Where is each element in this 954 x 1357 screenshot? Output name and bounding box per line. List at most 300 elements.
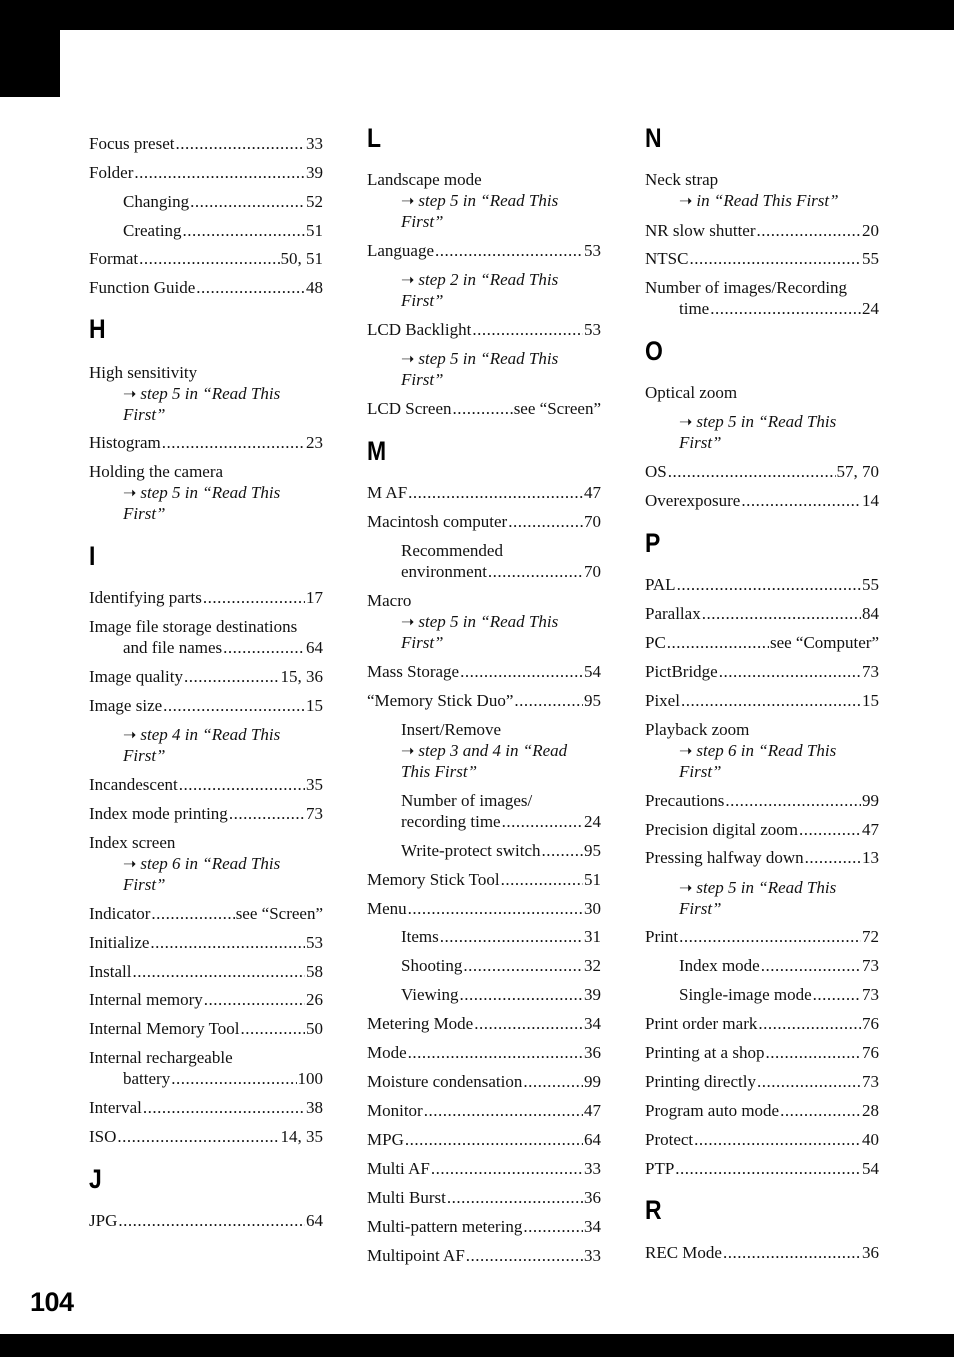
page-reference: 39 bbox=[306, 163, 323, 182]
leader-dots bbox=[408, 482, 583, 503]
index-entry bbox=[367, 398, 601, 419]
cross-reference-text: First” bbox=[401, 633, 444, 652]
leader-dots bbox=[405, 1129, 583, 1150]
cross-reference-text: First” bbox=[679, 433, 722, 452]
section-letter-m: M bbox=[367, 436, 387, 466]
index-term-row bbox=[645, 926, 879, 947]
page-reference: 15 bbox=[306, 696, 323, 715]
index-entry bbox=[89, 932, 323, 953]
page-reference: 72 bbox=[862, 927, 879, 946]
page-reference: 36 bbox=[862, 1243, 879, 1262]
page-reference: 33 bbox=[584, 1246, 601, 1265]
index-term: recording time bbox=[401, 812, 501, 831]
index-entry bbox=[89, 133, 323, 154]
index-term-row bbox=[89, 932, 323, 953]
page-reference: see “Screen” bbox=[235, 904, 323, 923]
cross-reference bbox=[679, 877, 879, 898]
page-reference: 95 bbox=[584, 841, 601, 860]
page-reference: see “Screen” bbox=[513, 399, 601, 418]
index-term-row bbox=[89, 1097, 323, 1118]
index-entry bbox=[645, 277, 879, 319]
index-term-row bbox=[645, 1129, 879, 1150]
index-term: Items bbox=[401, 927, 439, 946]
leader-dots bbox=[408, 1042, 583, 1063]
leader-dots bbox=[440, 926, 583, 947]
index-term: Focus preset bbox=[89, 134, 175, 153]
index-entry bbox=[367, 169, 601, 232]
index-term: Print bbox=[645, 927, 679, 946]
page-reference: 73 bbox=[862, 956, 879, 975]
index-entry bbox=[89, 1097, 323, 1118]
page-reference: 73 bbox=[862, 662, 879, 681]
index-term-row bbox=[89, 133, 323, 154]
cross-reference-text: First” bbox=[401, 370, 444, 389]
index-term: Macro bbox=[367, 591, 412, 610]
cross-reference-text: step 5 in “Read This bbox=[696, 878, 837, 897]
index-entry bbox=[367, 869, 601, 890]
leader-dots bbox=[134, 162, 305, 183]
index-entry bbox=[89, 666, 323, 687]
index-term: Insert/Remove bbox=[401, 720, 502, 739]
leader-dots bbox=[190, 191, 305, 212]
index-term: JPG bbox=[89, 1211, 118, 1230]
leader-dots bbox=[813, 984, 861, 1005]
index-entry bbox=[645, 1071, 879, 1092]
index-term-row bbox=[367, 661, 601, 682]
index-term: Monitor bbox=[367, 1101, 423, 1120]
leader-dots bbox=[542, 840, 583, 861]
cross-reference-text: step 5 in “Read This bbox=[418, 612, 559, 631]
index-entry bbox=[645, 169, 879, 211]
leader-dots bbox=[501, 869, 583, 890]
cross-reference-text: First” bbox=[679, 762, 722, 781]
leader-dots bbox=[508, 511, 583, 532]
index-term-row bbox=[89, 989, 323, 1010]
page-reference: 76 bbox=[862, 1014, 879, 1033]
cross-reference bbox=[123, 874, 323, 895]
index-entry bbox=[645, 926, 879, 947]
index-term-row bbox=[367, 690, 601, 711]
page-number: 104 bbox=[30, 1287, 74, 1317]
index-entry bbox=[89, 1210, 323, 1231]
index-term-row bbox=[367, 1071, 601, 1092]
leader-dots bbox=[466, 1245, 583, 1266]
index-entry bbox=[367, 1042, 601, 1063]
index-entry bbox=[645, 248, 879, 269]
index-entry bbox=[367, 319, 601, 340]
arrow-right-icon: ➝ bbox=[123, 485, 137, 502]
index-entry bbox=[645, 984, 879, 1005]
index-entry bbox=[367, 898, 601, 919]
leader-dots bbox=[805, 847, 861, 868]
index-term: PC bbox=[645, 633, 666, 652]
index-entry bbox=[367, 1187, 601, 1208]
leader-dots bbox=[719, 661, 861, 682]
index-entry bbox=[89, 162, 323, 183]
leader-dots bbox=[223, 637, 305, 658]
index-entry bbox=[89, 903, 323, 924]
index-term: Image file storage destinations bbox=[89, 617, 298, 636]
index-term-row bbox=[645, 248, 879, 269]
index-term: PAL bbox=[645, 575, 676, 594]
page-reference: 53 bbox=[306, 933, 323, 952]
index-entry bbox=[645, 847, 879, 868]
leader-dots bbox=[143, 1097, 305, 1118]
cross-reference bbox=[123, 503, 323, 524]
index-subentry bbox=[401, 811, 601, 832]
leader-dots bbox=[679, 926, 861, 947]
cross-reference-text: This First” bbox=[401, 762, 478, 781]
cross-reference bbox=[401, 269, 601, 290]
cross-reference-text: step 4 in “Read This bbox=[140, 725, 281, 744]
page-reference: 51 bbox=[584, 870, 601, 889]
cross-reference-text: First” bbox=[401, 212, 444, 231]
page-reference: 33 bbox=[306, 134, 323, 153]
cross-reference bbox=[679, 411, 879, 432]
index-term: Precision digital zoom bbox=[645, 820, 798, 839]
cross-reference-text: First” bbox=[123, 875, 166, 894]
index-entry bbox=[645, 574, 879, 595]
index-subentry bbox=[123, 191, 323, 212]
index-term-row bbox=[89, 248, 323, 269]
cross-reference-text: step 2 in “Read This bbox=[418, 270, 559, 289]
index-entry bbox=[89, 1126, 323, 1147]
page-reference: 15, 36 bbox=[280, 667, 323, 686]
leader-dots bbox=[502, 811, 583, 832]
index-entry bbox=[89, 220, 323, 241]
index-term: Precautions bbox=[645, 791, 725, 810]
leader-dots bbox=[139, 248, 279, 269]
index-term-row bbox=[367, 1042, 601, 1063]
leader-dots bbox=[460, 984, 583, 1005]
index-subentry bbox=[401, 984, 601, 1005]
index-term: Install bbox=[89, 962, 132, 981]
leader-dots bbox=[163, 695, 305, 716]
section-letter-i: I bbox=[89, 541, 96, 571]
index-entry bbox=[89, 248, 323, 269]
index-term: time bbox=[679, 299, 710, 318]
index-term: Histogram bbox=[89, 433, 161, 452]
index-term: Printing directly bbox=[645, 1072, 756, 1091]
cross-reference bbox=[679, 761, 879, 782]
index-entry bbox=[645, 220, 879, 241]
index-term: PictBridge bbox=[645, 662, 718, 681]
page-reference: 55 bbox=[862, 575, 879, 594]
index-term-row bbox=[367, 398, 601, 419]
index-entry bbox=[367, 1013, 601, 1034]
index-term: Multi Burst bbox=[367, 1188, 446, 1207]
cross-reference-text: step 3 and 4 in “Read bbox=[418, 741, 568, 760]
cross-reference-text: step 5 in “Read This bbox=[140, 384, 281, 403]
index-term: Number of images/Recording bbox=[645, 278, 848, 297]
index-term-row bbox=[367, 511, 601, 532]
section-letter-n: N bbox=[645, 123, 662, 153]
index-term-row bbox=[645, 632, 879, 653]
bottom-bar bbox=[0, 1334, 954, 1357]
index-term: and file names bbox=[123, 638, 223, 657]
index-entry bbox=[89, 191, 323, 212]
leader-dots bbox=[757, 220, 862, 241]
index-subentry bbox=[123, 220, 323, 241]
index-term: REC Mode bbox=[645, 1243, 722, 1262]
cross-reference bbox=[679, 432, 879, 453]
page-reference: 13 bbox=[862, 848, 879, 867]
leader-dots bbox=[203, 587, 305, 608]
cross-reference bbox=[401, 190, 601, 211]
page-reference: 34 bbox=[584, 1014, 601, 1033]
index-term-row bbox=[367, 1013, 601, 1034]
index-term-row bbox=[367, 869, 601, 890]
leader-dots bbox=[765, 1042, 861, 1063]
page-reference: 76 bbox=[862, 1043, 879, 1062]
index-entry bbox=[367, 240, 601, 261]
index-subentry bbox=[123, 637, 323, 658]
cross-reference bbox=[401, 369, 601, 390]
leader-dots bbox=[514, 690, 583, 711]
index-term: Holding the camera bbox=[89, 462, 224, 481]
index-term-row bbox=[645, 690, 879, 711]
index-term: Identifying parts bbox=[89, 588, 202, 607]
index-entry bbox=[367, 984, 601, 1005]
index-term-row bbox=[645, 603, 879, 624]
cross-reference bbox=[679, 740, 879, 761]
leader-dots bbox=[677, 574, 861, 595]
page-reference: 47 bbox=[584, 1101, 601, 1120]
index-entry bbox=[89, 616, 323, 658]
index-term-row bbox=[367, 1129, 601, 1150]
index-term: Pressing halfway down bbox=[645, 848, 804, 867]
index-term: Write-protect switch bbox=[401, 841, 541, 860]
page-reference: 64 bbox=[584, 1130, 601, 1149]
cross-reference bbox=[401, 611, 601, 632]
cross-reference bbox=[401, 740, 601, 761]
index-entry bbox=[645, 690, 879, 711]
index-term-row bbox=[367, 1158, 601, 1179]
index-entry bbox=[89, 1047, 323, 1089]
page-reference: 39 bbox=[584, 985, 601, 1004]
index-term: battery bbox=[123, 1069, 171, 1088]
index-term-row bbox=[367, 1100, 601, 1121]
page-reference: 52 bbox=[306, 192, 323, 211]
index-term-row bbox=[367, 898, 601, 919]
leader-dots bbox=[117, 1126, 279, 1147]
cross-reference bbox=[123, 482, 323, 503]
cross-reference-text: step 6 in “Read This bbox=[696, 741, 837, 760]
leader-dots bbox=[183, 220, 305, 241]
index-entry bbox=[645, 461, 879, 482]
leader-dots bbox=[408, 898, 583, 919]
index-term-row bbox=[89, 1126, 323, 1147]
index-term: Creating bbox=[123, 221, 182, 240]
index-term-row bbox=[367, 1216, 601, 1237]
index-entry bbox=[367, 1129, 601, 1150]
leader-dots bbox=[453, 398, 513, 419]
index-entry bbox=[645, 632, 879, 653]
index-term-row bbox=[645, 574, 879, 595]
leader-dots bbox=[725, 790, 861, 811]
index-term-row bbox=[89, 695, 323, 716]
index-term-row bbox=[645, 819, 879, 840]
cross-reference-text: First” bbox=[679, 899, 722, 918]
index-term: Protect bbox=[645, 1130, 694, 1149]
index-term: Playback zoom bbox=[645, 720, 750, 739]
index-entry bbox=[89, 961, 323, 982]
index-term-row bbox=[89, 587, 323, 608]
leader-dots bbox=[184, 666, 280, 687]
leader-dots bbox=[694, 1129, 861, 1150]
leader-dots bbox=[757, 1071, 861, 1092]
section-letter-j: J bbox=[89, 1164, 102, 1194]
leader-dots bbox=[472, 319, 583, 340]
index-entry bbox=[367, 348, 601, 390]
index-term: Printing at a shop bbox=[645, 1043, 765, 1062]
index-term-row bbox=[89, 903, 323, 924]
index-term: ISO bbox=[89, 1127, 117, 1146]
arrow-right-icon: ➝ bbox=[123, 386, 137, 403]
index-term: Menu bbox=[367, 899, 407, 918]
index-entry bbox=[367, 719, 601, 782]
index-term: Mass Storage bbox=[367, 662, 460, 681]
index-entry bbox=[367, 926, 601, 947]
leader-dots bbox=[118, 1210, 305, 1231]
page-reference: 40 bbox=[862, 1130, 879, 1149]
index-term-row bbox=[645, 1042, 879, 1063]
page-reference: 57, 70 bbox=[836, 462, 879, 481]
index-subentry bbox=[401, 561, 601, 582]
index-term: Print order mark bbox=[645, 1014, 758, 1033]
leader-dots bbox=[447, 1187, 583, 1208]
page-reference: 31 bbox=[584, 927, 601, 946]
leader-dots bbox=[702, 603, 861, 624]
index-entry bbox=[89, 832, 323, 895]
index-entry bbox=[645, 1042, 879, 1063]
page-reference: 36 bbox=[584, 1043, 601, 1062]
index-term: Incandescent bbox=[89, 775, 178, 794]
arrow-right-icon: ➝ bbox=[679, 880, 693, 897]
cross-reference-text: step 5 in “Read This bbox=[696, 412, 837, 431]
page-reference: 15 bbox=[862, 691, 879, 710]
index-entry bbox=[645, 1129, 879, 1150]
index-term-row bbox=[367, 319, 601, 340]
leader-dots bbox=[241, 1018, 305, 1039]
index-term: Folder bbox=[89, 163, 134, 182]
index-entry bbox=[367, 661, 601, 682]
leader-dots bbox=[229, 803, 305, 824]
index-term: Number of images/ bbox=[401, 791, 533, 810]
leader-dots bbox=[710, 298, 861, 319]
index-term-row bbox=[645, 461, 879, 482]
leader-dots bbox=[431, 1158, 583, 1179]
index-term-row bbox=[367, 240, 601, 261]
page-reference: see “Computer” bbox=[769, 633, 879, 652]
index-term: Changing bbox=[123, 192, 190, 211]
index-entry bbox=[367, 590, 601, 653]
page-reference: 70 bbox=[584, 512, 601, 531]
leader-dots bbox=[488, 561, 583, 582]
page-reference: 54 bbox=[584, 662, 601, 681]
page-reference: 48 bbox=[306, 278, 323, 297]
index-term: Landscape mode bbox=[367, 170, 482, 189]
index-entry bbox=[89, 432, 323, 453]
page-reference: 64 bbox=[306, 1211, 323, 1230]
leader-dots bbox=[681, 690, 861, 711]
index-term-row bbox=[367, 482, 601, 503]
page-reference: 36 bbox=[584, 1188, 601, 1207]
index-entry bbox=[89, 461, 323, 524]
leader-dots bbox=[150, 932, 305, 953]
index-term-row bbox=[89, 774, 323, 795]
arrow-right-icon: ➝ bbox=[401, 193, 415, 210]
index-term: Multi-pattern metering bbox=[367, 1217, 523, 1236]
index-entry bbox=[89, 724, 323, 766]
page-reference: 34 bbox=[584, 1217, 601, 1236]
index-term: Macintosh computer bbox=[367, 512, 508, 531]
index-entry bbox=[367, 1071, 601, 1092]
index-subentry bbox=[401, 926, 601, 947]
index-term: Internal memory bbox=[89, 990, 203, 1009]
index-term: Program auto mode bbox=[645, 1101, 780, 1120]
index-term-row bbox=[645, 490, 879, 511]
index-entry bbox=[89, 277, 323, 298]
cross-reference-text: First” bbox=[123, 405, 166, 424]
index-term-row bbox=[89, 162, 323, 183]
page-reference: 73 bbox=[862, 1072, 879, 1091]
index-entry bbox=[645, 661, 879, 682]
index-term: LCD Backlight bbox=[367, 320, 472, 339]
index-entry bbox=[89, 989, 323, 1010]
leader-dots bbox=[780, 1100, 861, 1121]
arrow-right-icon: ➝ bbox=[123, 727, 137, 744]
index-entry bbox=[367, 1245, 601, 1266]
page-reference: 24 bbox=[584, 812, 601, 831]
page-reference: 64 bbox=[306, 638, 323, 657]
leader-dots bbox=[799, 819, 861, 840]
cross-reference bbox=[123, 724, 323, 745]
leader-dots bbox=[162, 432, 305, 453]
index-term: M AF bbox=[367, 483, 408, 502]
arrow-right-icon: ➝ bbox=[679, 193, 693, 210]
cross-reference-text: step 5 in “Read This bbox=[418, 349, 559, 368]
index-term: Overexposure bbox=[645, 491, 741, 510]
index-term: NTSC bbox=[645, 249, 689, 268]
index-subentry bbox=[679, 984, 879, 1005]
leader-dots bbox=[675, 1158, 861, 1179]
page-reference: 99 bbox=[584, 1072, 601, 1091]
index-entry bbox=[89, 803, 323, 824]
page-reference: 14, 35 bbox=[280, 1127, 323, 1146]
arrow-right-icon: ➝ bbox=[123, 856, 137, 873]
index-entry bbox=[645, 819, 879, 840]
page-reference: 28 bbox=[862, 1101, 879, 1120]
index-term-row bbox=[367, 1245, 601, 1266]
index-term: Multi AF bbox=[367, 1159, 430, 1178]
index-term: Memory Stick Tool bbox=[367, 870, 500, 889]
page-reference: 84 bbox=[862, 604, 879, 623]
index-term-row bbox=[645, 661, 879, 682]
index-subentry bbox=[401, 840, 601, 861]
index-term-row bbox=[645, 847, 879, 868]
page-reference: 54 bbox=[862, 1159, 879, 1178]
index-term: Initialize bbox=[89, 933, 150, 952]
index-term: Recommended bbox=[401, 541, 503, 560]
leader-dots bbox=[435, 240, 583, 261]
leader-dots bbox=[523, 1216, 583, 1237]
leader-dots bbox=[460, 661, 583, 682]
index-entry bbox=[645, 1158, 879, 1179]
leader-dots bbox=[463, 955, 583, 976]
arrow-right-icon: ➝ bbox=[401, 351, 415, 368]
index-subentry bbox=[123, 1068, 323, 1089]
